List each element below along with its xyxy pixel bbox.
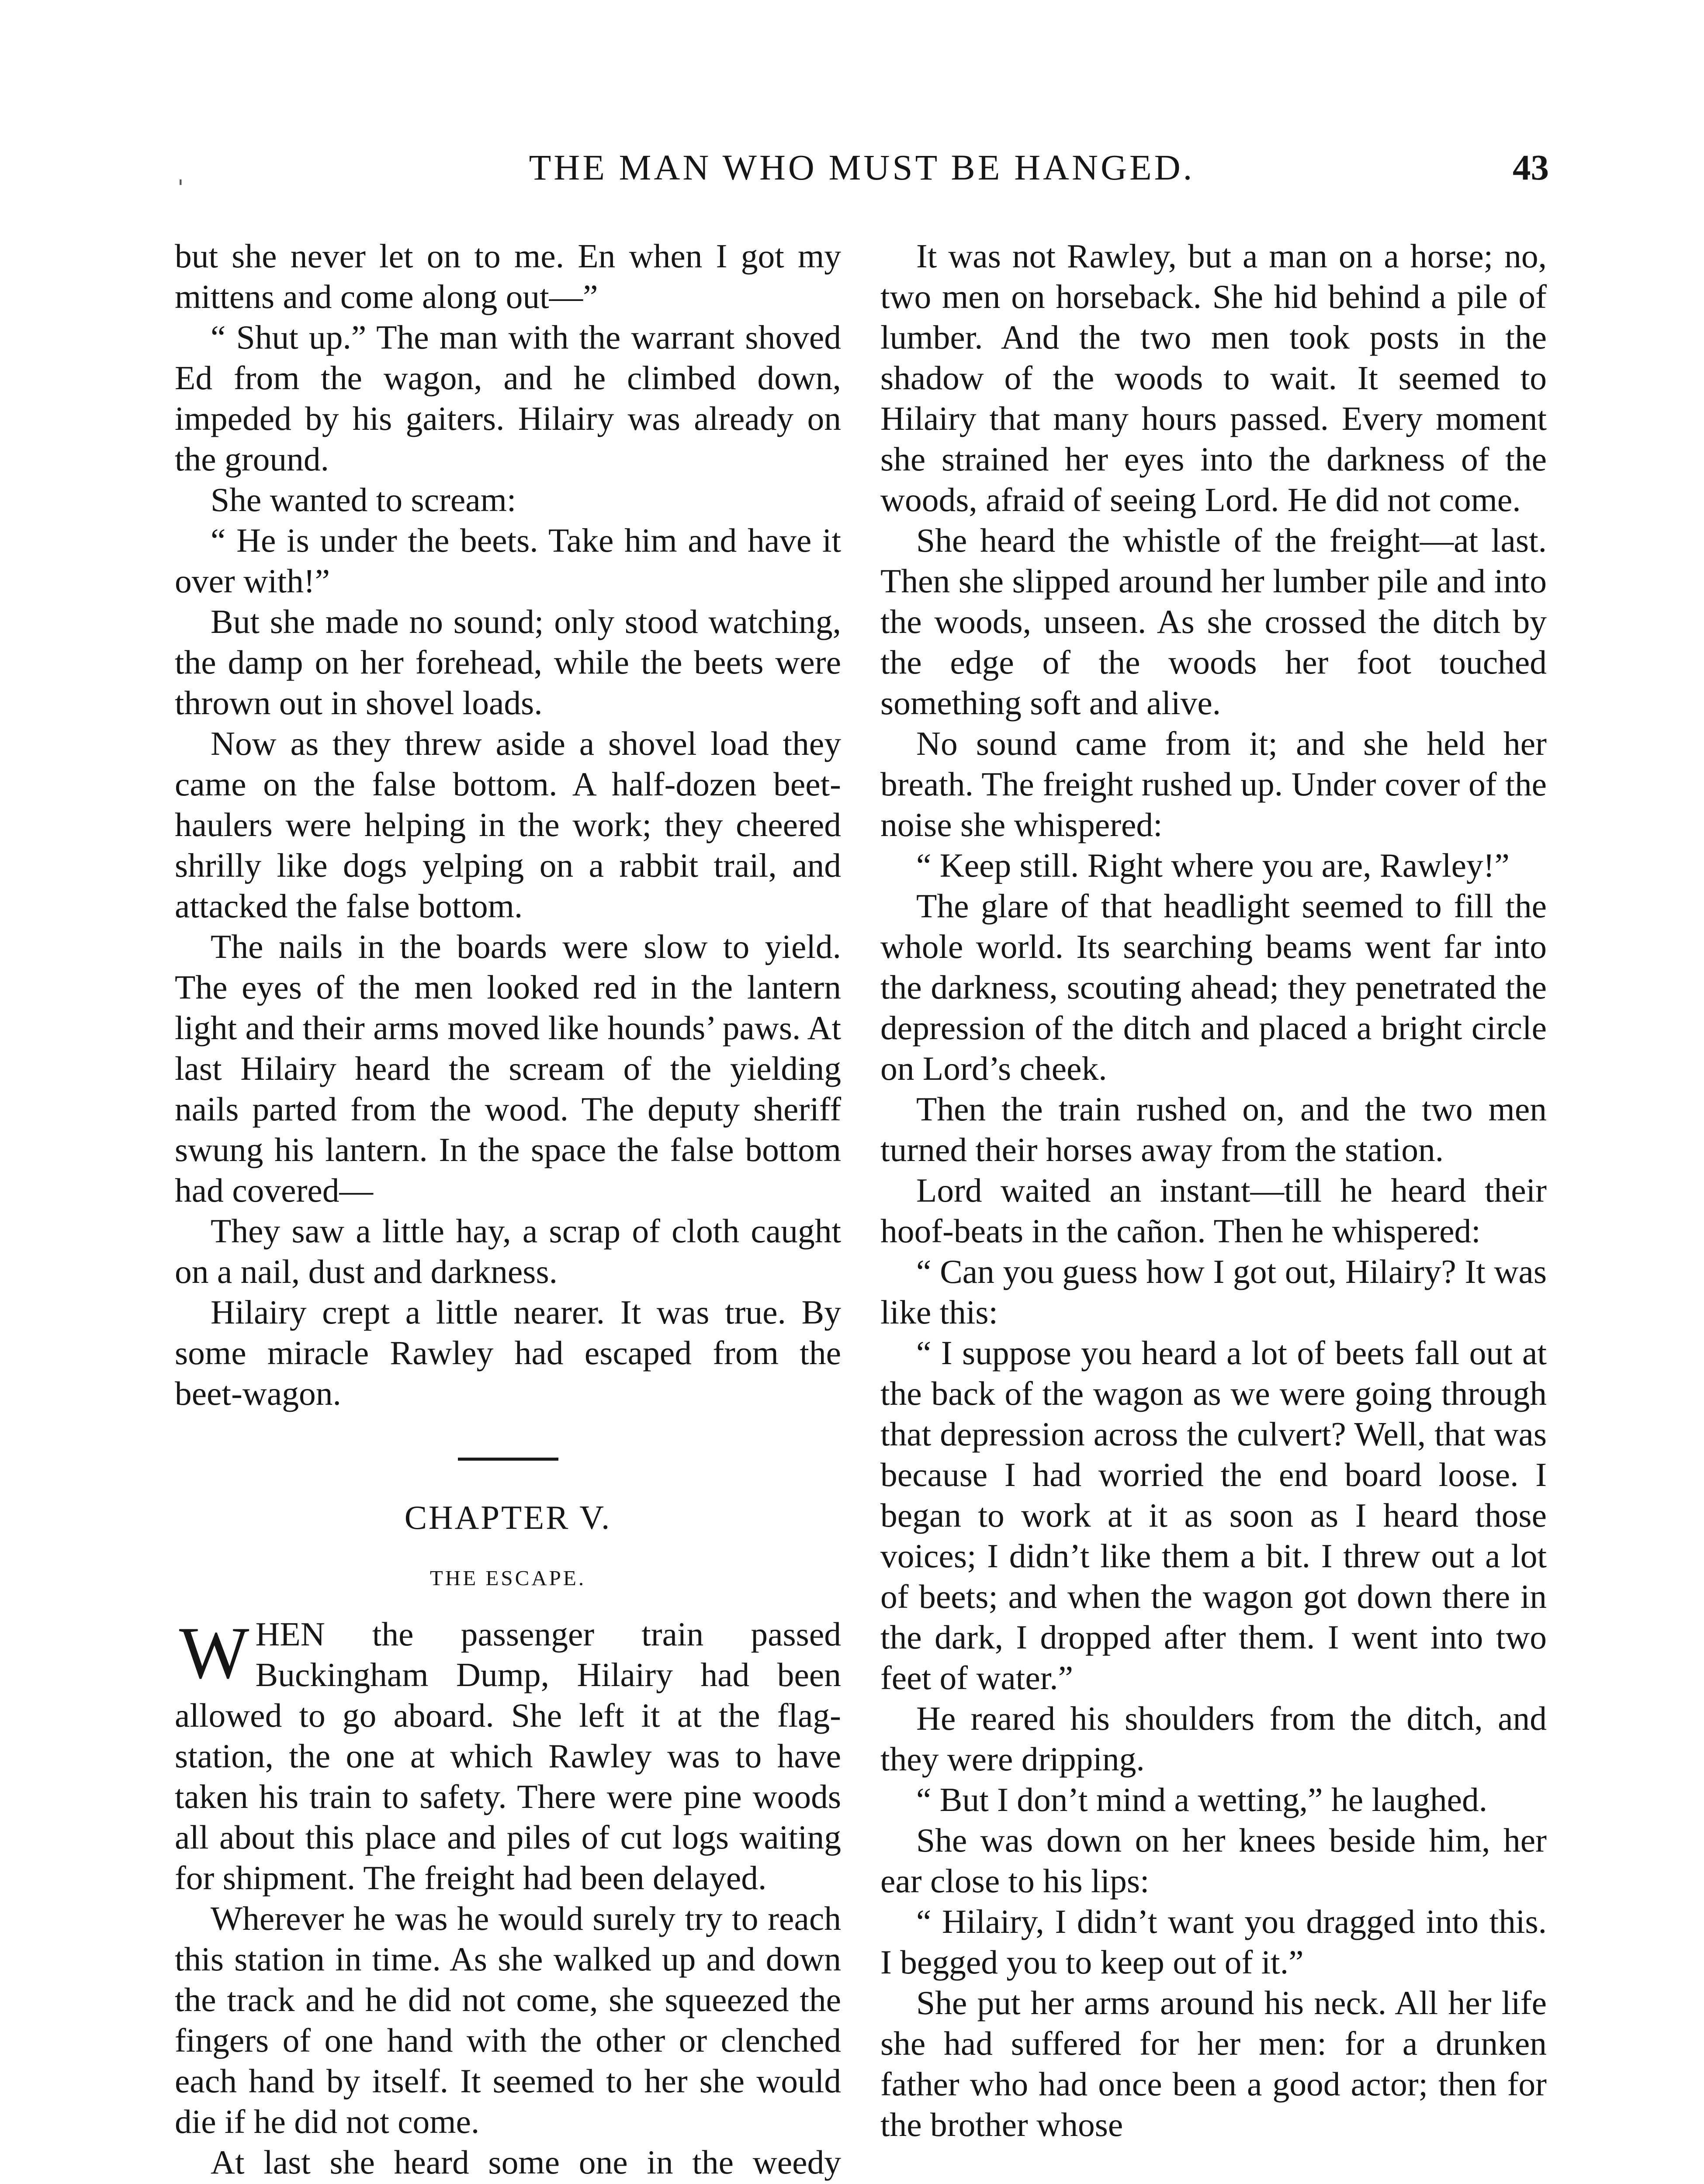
section-divider: [458, 1458, 558, 1461]
paragraph: Now as they threw aside a shovel load they came on the false bottom. A half-dozen beet-haulers were helping in the work; they cheered shrilly like dogs yelping on a rabbit trail, and attacked the false bottom.: [175, 725, 841, 925]
paragraph: “ Can you guess how I got out, Hilairy? It was like this:: [880, 1253, 1547, 1331]
paragraph: “ I suppose you heard a lot of beets fall out at the back of the wagon as we were going through that depression across the culvert? Well, that was because I had worried the end board loose. I began to work at it as soon as I heard those voices; I didn’t like them a bit. I threw out a lot of beets; and when the wagon got down there in the dark, I dropped after them. I went into two feet of water.”: [880, 1334, 1547, 1697]
paragraph: “ Shut up.” The man with the warrant shoved Ed from the wagon, and he climbed down, impeded by his gaiters. Hilairy was already on the ground.: [175, 318, 841, 478]
paragraph: No sound came from it; and she held her breath. The freight rushed up. Under cover of the noise she whispered:: [880, 725, 1547, 843]
paragraph: She wanted to scream:: [211, 481, 516, 518]
opening-paragraph: [175, 1614, 841, 1898]
right-column: [880, 236, 1547, 2145]
running-header: [175, 146, 1549, 199]
paragraph: but she never let on to me. En when I got my mittens and come along out—”: [175, 237, 841, 315]
paragraph: The glare of that headlight seemed to fill the whole world. Its searching beams went far into the darkness, scouting ahead; they penetrated the depression of the ditch and placed a bright circle on Lord’s cheek.: [880, 887, 1547, 1087]
paragraph: She was down on her knees beside him, her ear close to his lips:: [880, 1821, 1547, 1900]
page-number: 43: [1513, 147, 1549, 187]
paragraph: Lord waited an instant—till he heard their hoof-beats in the cañon. Then he whispered:: [880, 1171, 1547, 1250]
paragraph: But she made no sound; only stood watching, the damp on her forehead, while the beets were thrown out in shovel loads.: [175, 603, 841, 722]
paragraph: “ Hilairy, I didn’t want you dragged into this. I begged you to keep out of it.”: [880, 1903, 1547, 1981]
chapter-title: CHAPTER V.: [404, 1499, 612, 1536]
left-column: [175, 236, 841, 2184]
drop-cap: W: [179, 1612, 249, 1694]
running-title: THE MAN WHO MUST BE HANGED.: [529, 147, 1195, 187]
paragraph: He reared his shoulders from the ditch, and they were dripping.: [880, 1700, 1547, 1778]
paragraph: “ He is under the beets. Take him and have it over with!”: [175, 522, 841, 600]
paragraph: The nails in the boards were slow to yield. The eyes of the men looked red in the lantern light and their arms moved like hounds’ paws. At last Hilairy heard the scream of the yielding nails parted from the wood. The deputy sheriff swung his lantern. In the space the false bottom had covered—: [175, 928, 841, 1209]
paragraph: It was not Rawley, but a man on a horse; no, two men on horseback. She hid behind a pile of lumber. And the two men took posts in the shadow of the woods to wait. It seemed to Hilairy that many hours passed. Every moment she strained her eyes into the darkness of the woods, afraid of seeing Lord. He did not come.: [880, 237, 1547, 518]
paragraph: Wherever he was he would surely try to reach this station in time. As she walked up and down the track and he did not come, she squeezed the fingers of one hand with the other or clenched each hand by itself. It seemed to her she would die if he did not come.: [175, 1900, 841, 2140]
header-mark: ˌ: [175, 147, 187, 185]
paragraph: Then the train rushed on, and the two men turned their horses away from the station.: [880, 1090, 1547, 1168]
paragraph: They saw a little hay, a scrap of cloth caught on a nail, dust and darkness.: [175, 1212, 841, 1290]
paragraph: At last she heard some one in the weedy: [211, 2143, 841, 2181]
paragraph: “ Keep still. Right where you are, Rawley!”: [916, 847, 1510, 884]
paragraph: She put her arms around his neck. All her life she had suffered for her men: for a drunken father who had once been a good actor; then for the brother whose: [880, 1984, 1547, 2143]
paragraph: She heard the whistle of the freight—at last. Then she slipped around her lumber pile and into the woods, unseen. As she crossed the ditch by the edge of the woods her foot touched something soft and alive.: [880, 522, 1547, 722]
chapter-subtitle: THE ESCAPE.: [429, 1566, 586, 1590]
opening-text: HEN the passenger train passed Buckingham Dump, Hilairy had been allowed to go aboard. She left it at the flag-station, the one at which Rawley was to have taken his train to safety. There were pine woods all about this place and piles of cut logs waiting for shipment. The freight had been delayed.: [175, 1615, 841, 1897]
paragraph: “ But I don’t mind a wetting,” he laughed.: [916, 1781, 1488, 1818]
paragraph: Hilairy crept a little nearer. It was true. By some miracle Rawley had escaped from the beet-wagon.: [175, 1293, 841, 1412]
